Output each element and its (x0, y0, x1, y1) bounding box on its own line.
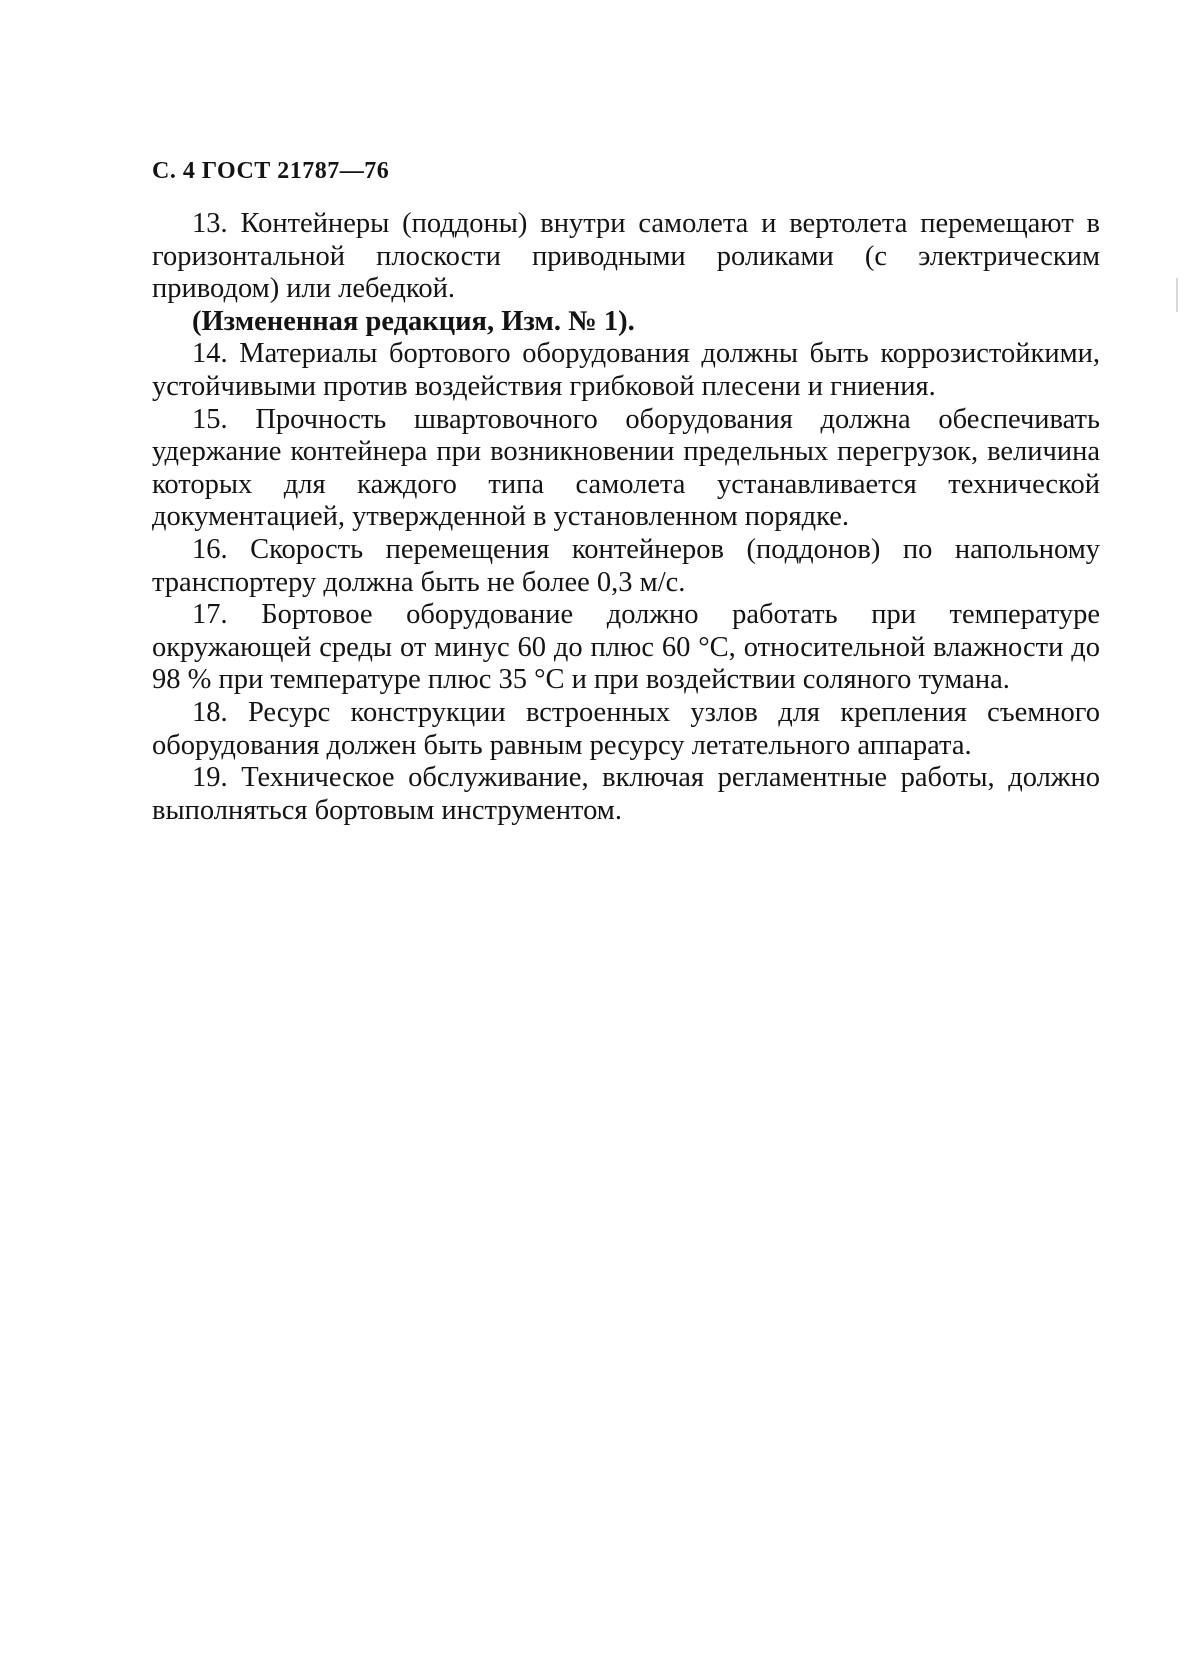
document-body (152, 208, 1100, 827)
clause-17: 17. Бортовое оборудование должно работать при температуре окружающей среды от минус 60 до плюс 60 °С, относительной влажности до 98 % при температуре плюс 35 °С и при воздействии соляного тумана. (152, 599, 1100, 696)
clause-16: 16. Скорость перемещения контейнеров (поддонов) по напольному транспортеру должна быть не более 0,3 м/с. (152, 533, 1100, 598)
clause-19: 19. Техническое обслуживание, включая регламентные работы, должно выполняться бортовым инструментом. (152, 762, 1100, 826)
amendment-note: (Измененная редакция, Изм. № 1). (192, 305, 635, 337)
page-header: С. 4 ГОСТ 21787—76 (152, 158, 390, 184)
scan-margin-mark (1176, 278, 1178, 312)
clause-14: 14. Материалы бортового оборудования должны быть коррозистойкими, устойчивыми против воздействия грибковой плесени и гниения. (152, 338, 1100, 402)
clause-15: 15. Прочность швартовочного оборудования должна обеспечивать удержание контейнера при возникновении предельных перегрузок, величина которых для каждого типа самолета устанавливается технической документацией, утвержденной в установленном порядке. (152, 403, 1100, 533)
clause-18: 18. Ресурс конструкции встроенных узлов для крепления съемного оборудования должен быть равным ресурсу летательного аппарата. (152, 696, 1100, 761)
clause-13: 13. Контейнеры (поддоны) внутри самолета и вертолета перемещают в горизонтальной плоскости приводными роликами (с электрическим приводом) или лебедкой. (152, 208, 1100, 305)
